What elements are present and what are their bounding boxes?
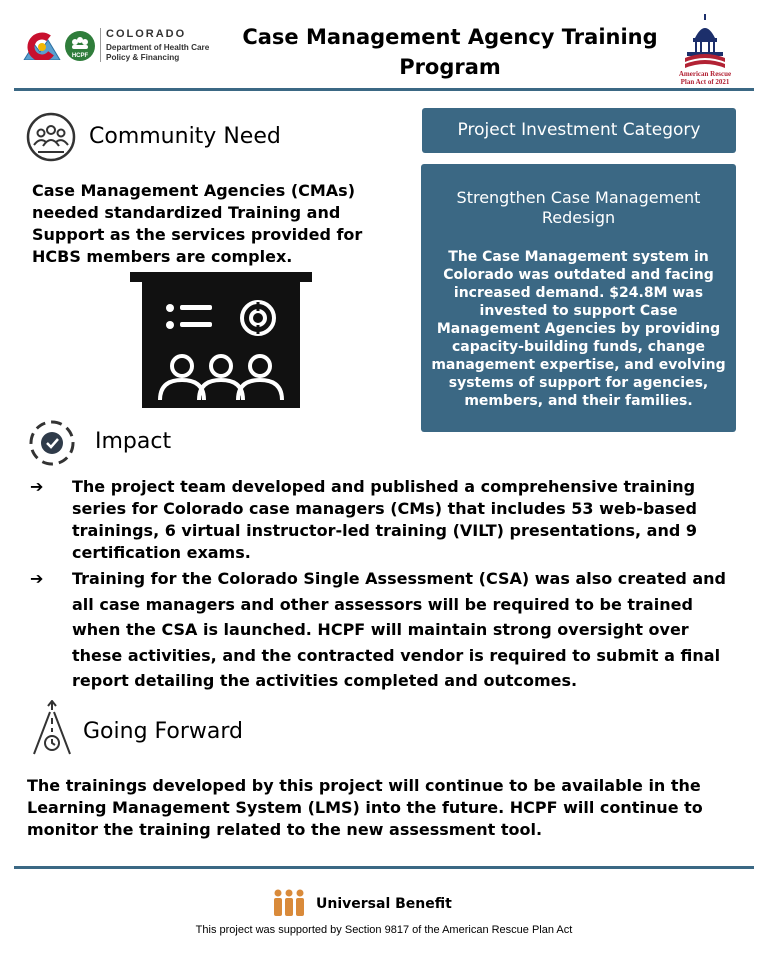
community-people-icon [26,112,76,162]
capitol-dome-icon [683,14,727,70]
universal-benefit-people-icon [272,888,306,918]
arpa-caption [670,70,740,86]
logo-department [106,43,209,63]
logo-dept-line2: Policy & Financing [106,53,180,62]
logo-state-name: COLORADO [106,28,187,40]
classroom-presentation-icon [130,270,314,412]
community-need-title: Community Need [89,124,281,149]
universal-benefit-label: Universal Benefit [316,896,452,912]
arpa-caption-line2: Plan Act of 2021 [680,78,730,86]
arpa-caption-line1: American Rescue [678,70,732,78]
header-divider [14,88,754,91]
impact-bullet-list [30,476,742,694]
colorado-hcpf-logo [22,26,222,66]
colorado-c-logo-icon [22,30,62,60]
arpa-logo [670,14,740,84]
road-ahead-icon [30,700,74,756]
list-item [30,566,742,694]
footer-divider [14,866,754,869]
investment-heading: Strengthen Case Management Redesign [456,188,701,227]
arrow-right-icon: ➔ [30,477,44,496]
going-forward-body: The trainings developed by this project will continue to be available in the Learning Management System (LMS) into the future. HCPF will continue to monitor the training related to the new assessment tool. [27,776,703,839]
impact-target-icon [26,418,78,468]
arrow-right-icon: ➔ [30,569,44,588]
impact-bullet-text: Training for the Colorado Single Assessment (CSA) was also created and all case managers and other assessors will be required to be trained when the CSA is launched. HCPF will maintain strong oversight over these activities, and the contracted vendor is required to submit a final report detailing the activities completed and outcomes. [72,569,726,690]
going-forward-title: Going Forward [83,719,243,744]
investment-description: The Case Management system in Colorado was outdated and facing increased demand. $24.8M was invested to support Case Management Agencies by providing capacity-building funds, change management expertise, and evolving systems of support for agencies, members, and their families. [431,249,726,409]
impact-bullet-text: The project team developed and published a comprehensive training series for Colorado case managers (CMs) that includes 53 web-based trainings, 6 virtual instructor-led training (VILT) presentations, and 9 certification exams. [72,477,697,562]
community-need-body: Case Management Agencies (CMAs) needed standardized Training and Support as the services provided for HCBS members are complex. [32,181,363,266]
project-investment-category-label: Project Investment Category [422,108,736,153]
list-item [30,476,742,564]
investment-info-box [421,164,736,432]
hcpf-badge-text: HCPF [71,53,89,59]
hcpf-badge-icon [64,30,96,62]
logo-dept-line1: Department of Health Care [106,43,210,52]
page-title: Case Management Agency Training Program [242,25,658,79]
funding-note: This project was supported by Section 9817 of the American Rescue Plan Act [195,924,573,936]
impact-title: Impact [95,429,172,454]
